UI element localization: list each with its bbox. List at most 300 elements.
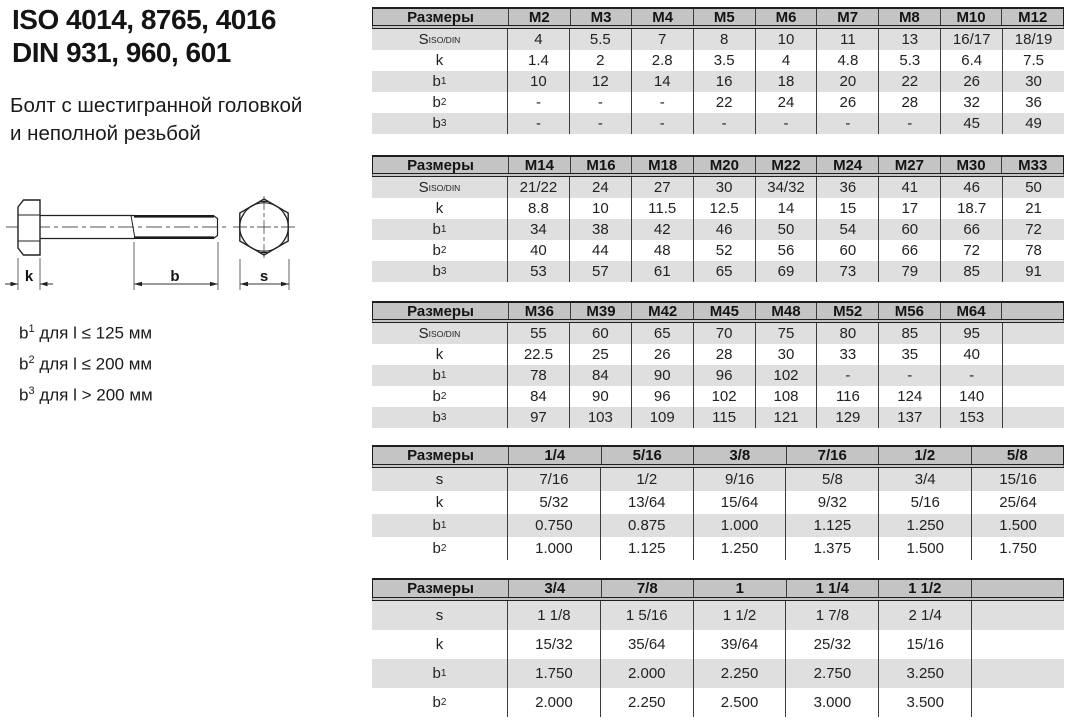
row-label: b 2 — [432, 94, 447, 111]
row-label: b 3 — [432, 115, 447, 132]
table-cell: 153 — [940, 407, 1002, 428]
table-cell — [1002, 386, 1064, 407]
table-cell: - — [631, 92, 693, 113]
column-header: 3/4 — [508, 580, 601, 597]
column-header: 3/8 — [693, 447, 786, 464]
table-cell: 25 — [569, 344, 631, 365]
column-header: 7/16 — [786, 447, 879, 464]
column-header: M22 — [755, 157, 817, 173]
table-cell: 2.500 — [693, 688, 786, 717]
table-cell: 40 — [507, 240, 569, 261]
table-cell: 49 — [1002, 113, 1064, 134]
bolt-head-side-view — [18, 200, 40, 255]
table-cell: 38 — [569, 219, 631, 240]
table-cell: 15/64 — [693, 491, 786, 514]
table-cell: 1/2 — [600, 468, 693, 491]
table-cell: 3/4 — [878, 468, 971, 491]
table-row — [372, 468, 1064, 491]
table-cell — [1002, 344, 1064, 365]
b-arrow-right — [210, 282, 218, 287]
footnote-line: $b^2$ для l ≤ 200 мм — [19, 354, 153, 374]
table-cell: - — [569, 92, 631, 113]
column-header — [1001, 303, 1063, 319]
column-header: M52 — [816, 303, 878, 319]
table-cell: 1 7/8 — [785, 601, 878, 630]
table-cell: - — [816, 113, 878, 134]
k-arrow-right — [40, 282, 48, 287]
column-header: 1 1/2 — [878, 580, 971, 597]
row-label: S ISO/DIN — [418, 31, 461, 48]
table-cell: 8 — [693, 29, 755, 50]
table-cell: 66 — [878, 240, 940, 261]
row-label: b 1 — [432, 367, 447, 384]
table-cell: - — [816, 365, 878, 386]
row-label: b 3 — [432, 263, 447, 280]
column-header: M36 — [508, 303, 570, 319]
table-cell: 9/32 — [785, 491, 878, 514]
table-cell: 1.000 — [693, 514, 786, 537]
table-cell: 16 — [693, 71, 755, 92]
table-cell: 79 — [878, 261, 940, 282]
column-header: 1 — [693, 580, 786, 597]
row-label: b 1 — [432, 221, 447, 238]
table-cell: 1.500 — [971, 514, 1064, 537]
column-header: M10 — [940, 9, 1002, 25]
table-cell: 50 — [755, 219, 817, 240]
table-cell: - — [878, 113, 940, 134]
table-row — [372, 323, 1064, 344]
title-din-line: DIN 931, 960, 601 — [12, 37, 231, 68]
table-cell: 30 — [755, 344, 817, 365]
table-cell: 2.250 — [600, 688, 693, 717]
table-cell: 70 — [693, 323, 755, 344]
s-arrow-right — [281, 282, 289, 287]
table-cell: 95 — [940, 323, 1002, 344]
row-label: b 2 — [432, 388, 447, 405]
table-row — [372, 537, 1064, 560]
column-header: 1 1/4 — [786, 580, 879, 597]
table-cell: 24 — [569, 177, 631, 198]
table-cell: 56 — [755, 240, 817, 261]
column-header: M48 — [755, 303, 817, 319]
table-cell: 60 — [816, 240, 878, 261]
table-cell: 21 — [1002, 198, 1064, 219]
column-header: M30 — [940, 157, 1002, 173]
table-cell: 8.8 — [507, 198, 569, 219]
footnote-line: $b^1$ для l ≤ 125 мм — [19, 323, 153, 343]
column-header: 5/8 — [971, 447, 1064, 464]
table-cell: 91 — [1002, 261, 1064, 282]
table-cell: 40 — [940, 344, 1002, 365]
table-cell: 1 5/16 — [600, 601, 693, 630]
dimension-table — [372, 445, 1064, 560]
row-label: k — [435, 52, 444, 69]
table-cell: 24 — [755, 92, 817, 113]
table-cell: 84 — [569, 365, 631, 386]
table-cell: 69 — [755, 261, 817, 282]
table-cell: 57 — [569, 261, 631, 282]
column-header: 7/8 — [601, 580, 694, 597]
table-header-row — [372, 7, 1064, 29]
table-cell: 15/32 — [507, 630, 600, 659]
page-title — [12, 3, 276, 69]
table-cell: 4 — [755, 50, 817, 71]
table-cell: 60 — [878, 219, 940, 240]
table-cell — [971, 659, 1064, 688]
table-cell: 72 — [940, 240, 1002, 261]
table-cell: 14 — [755, 198, 817, 219]
table-cell: 84 — [507, 386, 569, 407]
size-column-title: Размеры — [407, 8, 474, 26]
table-row — [372, 177, 1064, 198]
table-cell: 80 — [816, 323, 878, 344]
column-header: M16 — [570, 157, 632, 173]
table-cell: 46 — [693, 219, 755, 240]
table-row — [372, 514, 1064, 537]
table-cell: 109 — [631, 407, 693, 428]
table-cell: 39/64 — [693, 630, 786, 659]
table-cell: 36 — [1002, 92, 1064, 113]
table-cell: 2.000 — [507, 688, 600, 717]
bolt-technical-drawing — [2, 186, 312, 311]
table-cell: 4 — [507, 29, 569, 50]
table-cell: 90 — [569, 386, 631, 407]
s-arrow-left — [240, 282, 248, 287]
table-cell: 25/32 — [785, 630, 878, 659]
subtitle-line-1: Болт с шестигранной головкой — [10, 94, 303, 117]
table-cell: 116 — [816, 386, 878, 407]
table-cell: 2.8 — [631, 50, 693, 71]
table-cell: 15 — [816, 198, 878, 219]
table-cell: 102 — [693, 386, 755, 407]
table-cell — [1002, 407, 1064, 428]
table-cell: 3.250 — [878, 659, 971, 688]
table-cell — [971, 688, 1064, 717]
table-cell: 140 — [940, 386, 1002, 407]
column-header: 1/4 — [508, 447, 601, 464]
table-cell: 22 — [693, 92, 755, 113]
table-cell: - — [507, 92, 569, 113]
table-row — [372, 407, 1064, 428]
dimension-label-b: b — [170, 268, 180, 285]
table-cell: 129 — [816, 407, 878, 428]
table-row — [372, 219, 1064, 240]
table-cell: 1.250 — [693, 537, 786, 560]
table-cell: 6.4 — [940, 50, 1002, 71]
table-cell: 85 — [940, 261, 1002, 282]
column-header: 5/16 — [601, 447, 694, 464]
table-cell: 1 1/8 — [507, 601, 600, 630]
table-cell: - — [755, 113, 817, 134]
table-cell — [971, 601, 1064, 630]
table-cell: 12.5 — [693, 198, 755, 219]
table-cell: 5/8 — [785, 468, 878, 491]
table-row — [372, 688, 1064, 717]
column-header: M18 — [631, 157, 693, 173]
table-cell: 1.125 — [600, 537, 693, 560]
table-cell: 108 — [755, 386, 817, 407]
table-cell: 3.000 — [785, 688, 878, 717]
row-label: k — [435, 200, 444, 217]
column-header: M42 — [631, 303, 693, 319]
table-cell: 48 — [631, 240, 693, 261]
table-cell: 34/32 — [755, 177, 817, 198]
table-cell: 27 — [631, 177, 693, 198]
column-header: M14 — [508, 157, 570, 173]
table-cell: 26 — [816, 92, 878, 113]
table-cell: 33 — [816, 344, 878, 365]
title-iso-line: ISO 4014, 8765, 4016 — [12, 4, 276, 35]
table-cell: 2.000 — [600, 659, 693, 688]
column-header: 1/2 — [878, 447, 971, 464]
table-cell: 1.000 — [507, 537, 600, 560]
table-cell: 1.750 — [507, 659, 600, 688]
table-cell: 5/16 — [878, 491, 971, 514]
table-cell: 15/16 — [878, 630, 971, 659]
column-header: M45 — [693, 303, 755, 319]
table-cell: 1.125 — [785, 514, 878, 537]
table-row — [372, 386, 1064, 407]
table-cell: 1 1/2 — [693, 601, 786, 630]
row-label: b 1 — [432, 517, 447, 534]
k-arrow-left — [11, 282, 19, 287]
table-row — [372, 601, 1064, 630]
dimension-table — [372, 155, 1064, 282]
table-header-row — [372, 445, 1064, 468]
table-header-row — [372, 155, 1064, 177]
table-cell: 7.5 — [1002, 50, 1064, 71]
table-cell: 102 — [755, 365, 817, 386]
table-cell: 30 — [1002, 71, 1064, 92]
table-cell: 46 — [940, 177, 1002, 198]
table-row — [372, 198, 1064, 219]
column-header: M5 — [693, 9, 755, 25]
table-cell: 103 — [569, 407, 631, 428]
table-cell: 96 — [631, 386, 693, 407]
table-row — [372, 491, 1064, 514]
row-label: s — [435, 607, 444, 624]
table-cell: 26 — [940, 71, 1002, 92]
table-cell: 15/16 — [971, 468, 1064, 491]
table-cell: 97 — [507, 407, 569, 428]
table-cell: - — [940, 365, 1002, 386]
row-label: b 2 — [432, 540, 447, 557]
footnote-line: $b^3$ для l > 200 мм — [19, 385, 153, 405]
size-column-title: Размеры — [407, 156, 474, 174]
column-header: M20 — [693, 157, 755, 173]
dimension-table — [372, 578, 1064, 717]
size-column-title: Размеры — [407, 302, 474, 320]
row-label: b 2 — [432, 694, 447, 711]
column-header: M6 — [755, 9, 817, 25]
table-cell: 18 — [755, 71, 817, 92]
column-header: M56 — [878, 303, 940, 319]
table-row — [372, 92, 1064, 113]
table-cell: - — [507, 113, 569, 134]
table-row — [372, 630, 1064, 659]
column-header: M3 — [570, 9, 632, 25]
column-header: M2 — [508, 9, 570, 25]
table-cell: 137 — [878, 407, 940, 428]
table-row — [372, 365, 1064, 386]
footnotes — [19, 316, 153, 409]
column-header — [971, 580, 1064, 597]
table-cell: - — [631, 113, 693, 134]
table-cell: 0.750 — [507, 514, 600, 537]
table-cell: 5.5 — [569, 29, 631, 50]
table-cell: 121 — [755, 407, 817, 428]
table-cell: 55 — [507, 323, 569, 344]
table-cell: 22 — [878, 71, 940, 92]
column-header: M24 — [816, 157, 878, 173]
table-cell: 22.5 — [507, 344, 569, 365]
table-cell: 13/64 — [600, 491, 693, 514]
row-label: S ISO/DIN — [418, 325, 461, 342]
table-cell: 4.8 — [816, 50, 878, 71]
table-cell: 34 — [507, 219, 569, 240]
subtitle-line-2: и неполной резьбой — [10, 122, 201, 145]
table-cell: 18.7 — [940, 198, 1002, 219]
table-cell: 11 — [816, 29, 878, 50]
table-cell: 14 — [631, 71, 693, 92]
table-cell: 32 — [940, 92, 1002, 113]
size-column-title: Размеры — [407, 447, 474, 464]
table-cell: 1.500 — [878, 537, 971, 560]
dimension-table — [372, 7, 1064, 134]
table-header-row — [372, 301, 1064, 323]
row-label: k — [435, 636, 444, 653]
row-label: b 2 — [432, 242, 447, 259]
row-label: k — [435, 346, 444, 363]
table-header-row — [372, 578, 1064, 601]
dimension-table — [372, 301, 1064, 428]
table-cell: 73 — [816, 261, 878, 282]
table-cell — [971, 630, 1064, 659]
table-cell: 10 — [507, 71, 569, 92]
table-cell: 2 1/4 — [878, 601, 971, 630]
table-cell: 42 — [631, 219, 693, 240]
table-cell: 20 — [816, 71, 878, 92]
table-cell: 26 — [631, 344, 693, 365]
table-cell: 2.250 — [693, 659, 786, 688]
table-cell: 5/32 — [507, 491, 600, 514]
table-cell: 54 — [816, 219, 878, 240]
table-cell: - — [693, 113, 755, 134]
table-cell — [1002, 323, 1064, 344]
column-header: M12 — [1001, 9, 1063, 25]
table-cell: 50 — [1002, 177, 1064, 198]
table-cell: 17 — [878, 198, 940, 219]
dimension-label-k: k — [24, 268, 34, 285]
table-cell: 65 — [631, 323, 693, 344]
column-header: M39 — [570, 303, 632, 319]
table-cell: 61 — [631, 261, 693, 282]
table-cell: 78 — [507, 365, 569, 386]
table-cell: 36 — [816, 177, 878, 198]
table-cell: 1.4 — [507, 50, 569, 71]
table-cell — [1002, 365, 1064, 386]
table-cell: 30 — [693, 177, 755, 198]
table-cell: 10 — [755, 29, 817, 50]
table-cell: 11.5 — [631, 198, 693, 219]
size-column-title: Размеры — [407, 580, 474, 597]
table-cell: 66 — [940, 219, 1002, 240]
table-cell: 10 — [569, 198, 631, 219]
table-cell: 41 — [878, 177, 940, 198]
table-row — [372, 659, 1064, 688]
table-cell: 75 — [755, 323, 817, 344]
row-label: b 1 — [432, 665, 447, 682]
table-cell: 7/16 — [507, 468, 600, 491]
table-cell: 96 — [693, 365, 755, 386]
table-row — [372, 29, 1064, 50]
table-cell: 44 — [569, 240, 631, 261]
table-cell: 124 — [878, 386, 940, 407]
table-cell: 0.875 — [600, 514, 693, 537]
table-cell: 3.500 — [878, 688, 971, 717]
table-cell: 1.750 — [971, 537, 1064, 560]
table-cell: 45 — [940, 113, 1002, 134]
table-cell: - — [878, 365, 940, 386]
row-label: S ISO/DIN — [418, 179, 461, 196]
table-cell: 53 — [507, 261, 569, 282]
table-cell: 60 — [569, 323, 631, 344]
table-cell: 28 — [878, 92, 940, 113]
table-cell: 2 — [569, 50, 631, 71]
table-row — [372, 113, 1064, 134]
dimension-label-s: s — [259, 268, 269, 285]
b-arrow-left — [134, 282, 142, 287]
table-row — [372, 71, 1064, 92]
table-cell: 35/64 — [600, 630, 693, 659]
table-cell: 1.375 — [785, 537, 878, 560]
table-cell: 2.750 — [785, 659, 878, 688]
column-header: M7 — [816, 9, 878, 25]
column-header: M64 — [940, 303, 1002, 319]
table-row — [372, 240, 1064, 261]
table-cell: 16/17 — [940, 29, 1002, 50]
table-cell: 18/19 — [1002, 29, 1064, 50]
table-row — [372, 261, 1064, 282]
row-label: b 1 — [432, 73, 447, 90]
column-header: M4 — [631, 9, 693, 25]
row-label: s — [435, 471, 444, 488]
table-cell: 7 — [631, 29, 693, 50]
table-cell: 52 — [693, 240, 755, 261]
table-cell: 21/22 — [507, 177, 569, 198]
table-row — [372, 344, 1064, 365]
table-cell: 115 — [693, 407, 755, 428]
table-cell: 90 — [631, 365, 693, 386]
column-header: M33 — [1001, 157, 1063, 173]
row-label: k — [435, 494, 444, 511]
table-cell: 5.3 — [878, 50, 940, 71]
table-cell: 28 — [693, 344, 755, 365]
table-cell: 72 — [1002, 219, 1064, 240]
table-cell: 12 — [569, 71, 631, 92]
row-label: b 3 — [432, 409, 447, 426]
table-cell: 78 — [1002, 240, 1064, 261]
table-cell: - — [569, 113, 631, 134]
column-header: M27 — [878, 157, 940, 173]
table-cell: 25/64 — [971, 491, 1064, 514]
table-cell: 3.5 — [693, 50, 755, 71]
table-cell: 35 — [878, 344, 940, 365]
table-cell: 9/16 — [693, 468, 786, 491]
column-header: M8 — [878, 9, 940, 25]
table-row — [372, 50, 1064, 71]
page-subtitle — [10, 92, 302, 148]
